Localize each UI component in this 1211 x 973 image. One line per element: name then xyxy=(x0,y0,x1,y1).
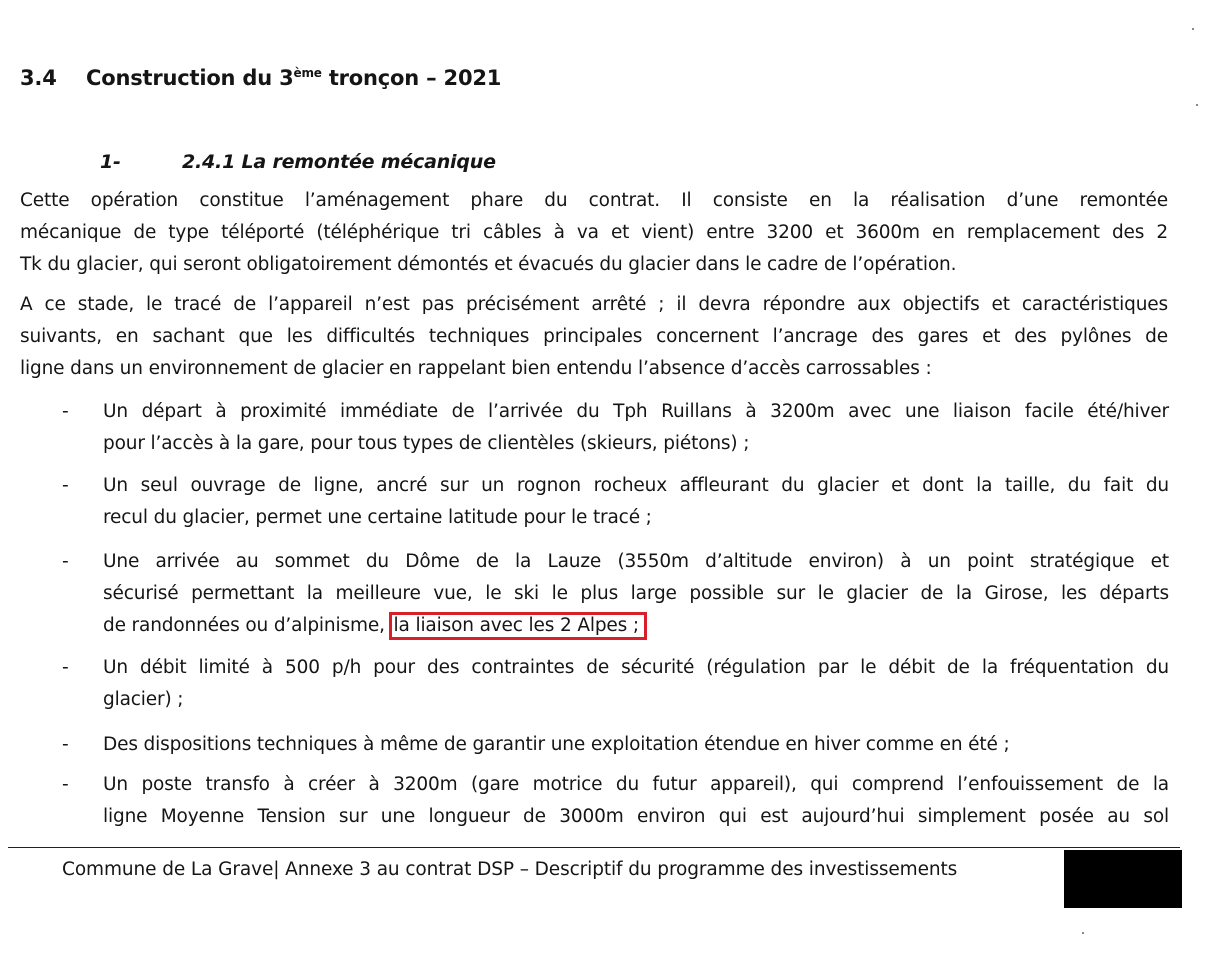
bullet-line: Un débit limité à 500 p/h pour des contraintes de sécurité (régulation par le débit de la fréquentation du xyxy=(103,657,1169,678)
subsection-title: 2.4.1 La remontée mécanique xyxy=(182,151,496,173)
section-heading xyxy=(20,66,501,90)
highlighted-phrase: la liaison avec les 2 Alpes ; xyxy=(389,612,647,640)
bullet-line-prefix: de randonnées ou d’alpinisme, xyxy=(103,615,391,636)
bullet-line: Un seul ouvrage de ligne, ancré sur un rognon rocheux affleurant du glacier et dont la taille, du fait du xyxy=(103,475,1169,496)
redacted-block xyxy=(1064,850,1182,908)
section-title-part2: tronçon – 2021 xyxy=(321,66,502,90)
scan-speck xyxy=(1082,932,1084,934)
subsection-number: 1- xyxy=(100,151,121,173)
scan-speck xyxy=(1192,28,1194,30)
section-title-part1: Construction du 3 xyxy=(86,66,294,90)
footer-text: Commune de La Grave| Annexe 3 au contrat DSP – Descriptif du programme des investissements xyxy=(62,859,958,880)
bullet-dash: - xyxy=(62,774,69,795)
paragraph-line: ligne dans un environnement de glacier en rappelant bien entendu l’absence d’accès carrossables : xyxy=(20,358,932,379)
bullet-dash: - xyxy=(62,475,69,496)
bullet-line: Un poste transfo à créer à 3200m (gare motrice du futur appareil), qui comprend l’enfouissement de la xyxy=(103,774,1169,795)
bullet-line: sécurisé permettant la meilleure vue, le ski le plus large possible sur le glacier de la Girose, les départs xyxy=(103,583,1169,604)
bullet-dash: - xyxy=(62,734,69,755)
scan-speck xyxy=(1196,104,1198,106)
section-title-superscript: ème xyxy=(293,66,322,80)
paragraph-line: A ce stade, le tracé de l’appareil n’est pas précisément arrêté ; il devra répondre aux objectifs et caractéristiques xyxy=(20,294,1168,315)
paragraph-line: suivants, en sachant que les difficultés techniques principales concernent l’ancrage des gares et des pylônes de xyxy=(20,326,1168,347)
section-number: 3.4 xyxy=(20,66,57,90)
footer-divider xyxy=(8,847,1180,848)
bullet-line xyxy=(103,610,1169,642)
bullet-line: pour l’accès à la gare, pour tous types de clientèles (skieurs, piétons) ; xyxy=(103,433,750,454)
bullet-line: Un départ à proximité immédiate de l’arrivée du Tph Ruillans à 3200m avec une liaison facile été/hiver xyxy=(103,401,1169,422)
paragraph-line: mécanique de type téléporté (téléphérique tri câbles à va et vient) entre 3200 et 3600m en remplacement des 2 xyxy=(20,222,1168,243)
paragraph-2 xyxy=(20,289,1168,385)
bullet-dash: - xyxy=(62,401,69,422)
bullet-line: recul du glacier, permet une certaine latitude pour le tracé ; xyxy=(103,507,652,528)
paragraph-line: Cette opération constitue l’aménagement phare du contrat. Il consiste en la réalisation d’une remontée xyxy=(20,190,1168,211)
bullet-line: glacier) ; xyxy=(103,689,184,710)
paragraph-1 xyxy=(20,185,1168,281)
bullet-line: Des dispositions techniques à même de garantir une exploitation étendue en hiver comme en été ; xyxy=(103,734,1010,755)
bullet-line: ligne Moyenne Tension sur une longueur de 3000m environ qui est aujourd’hui simplement posée au sol xyxy=(103,806,1169,827)
bullet-line: Une arrivée au sommet du Dôme de la Lauze (3550m d’altitude environ) à un point stratégique et xyxy=(103,551,1169,572)
bullet-dash: - xyxy=(62,657,69,678)
bullet-dash: - xyxy=(62,551,69,572)
paragraph-line: Tk du glacier, qui seront obligatoirement démontés et évacués du glacier dans le cadre de l’opération. xyxy=(20,254,957,275)
subsection-heading xyxy=(100,151,496,173)
